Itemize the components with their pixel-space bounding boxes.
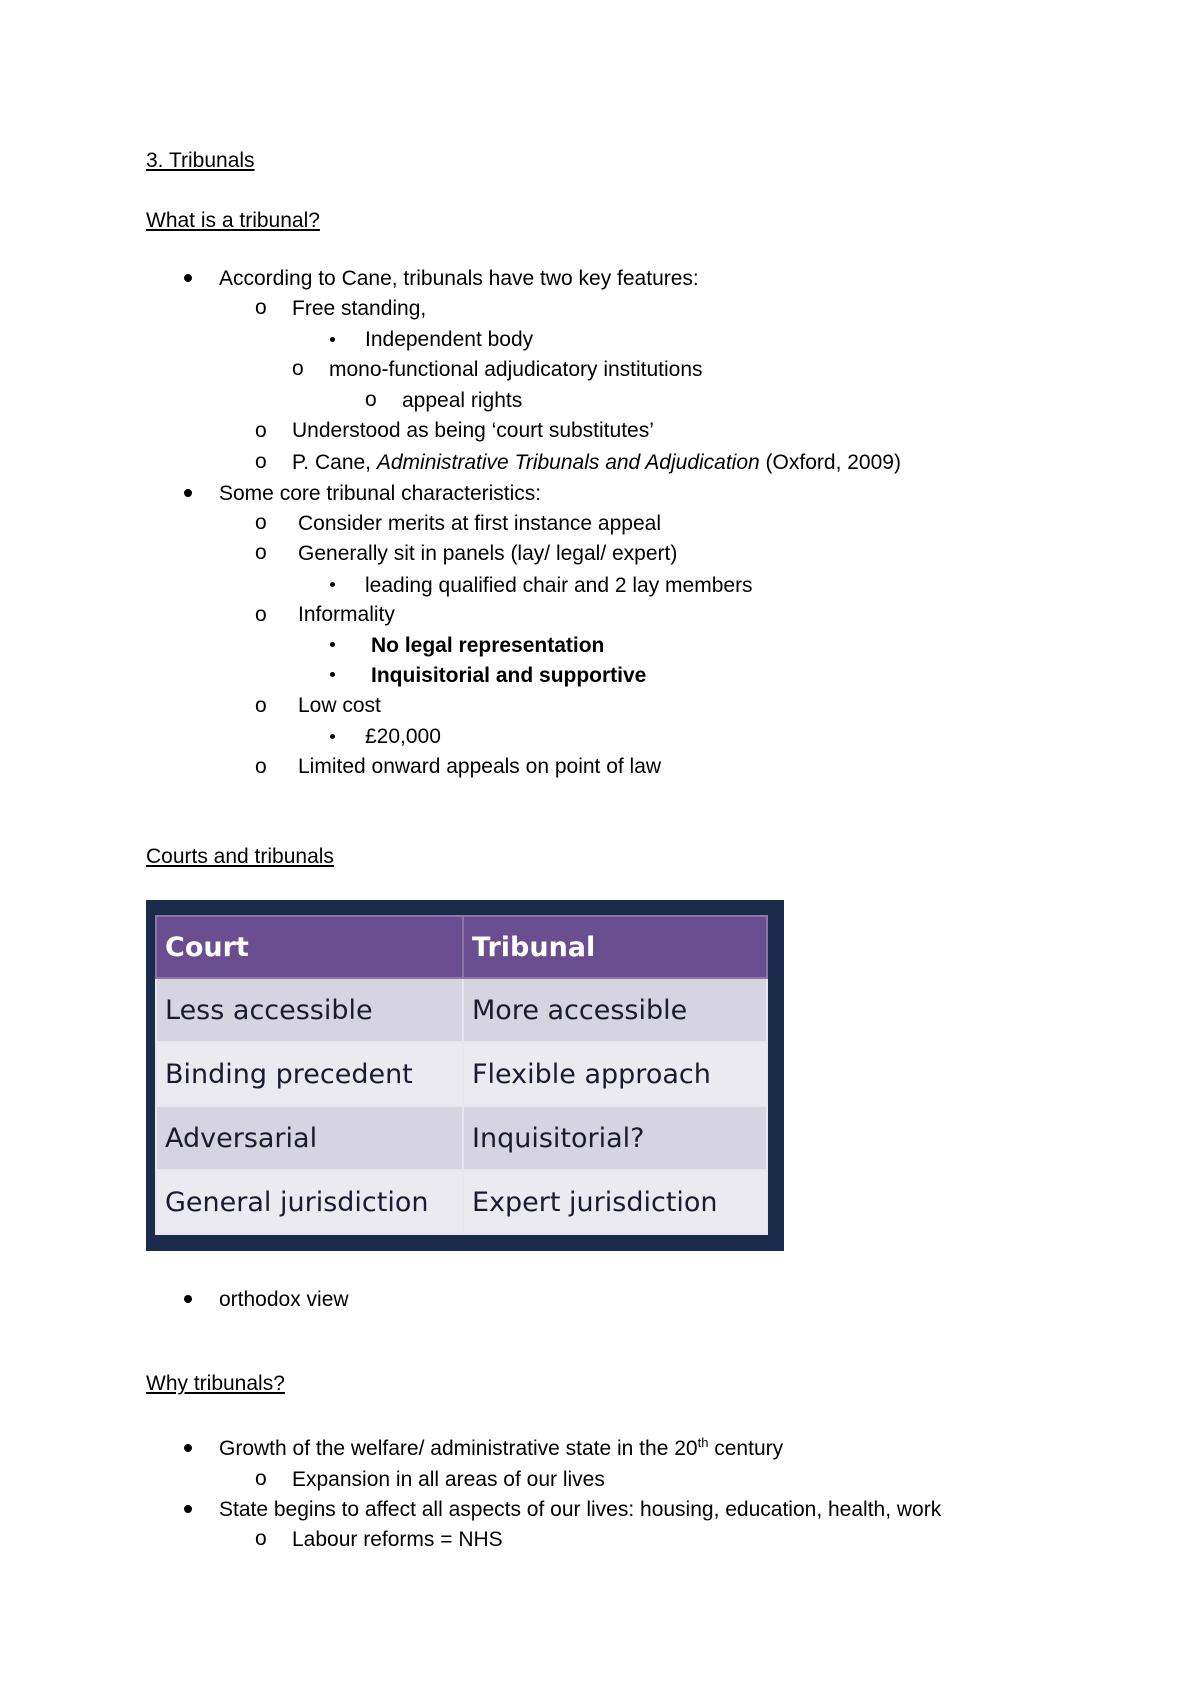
list-item: Inquisitorial and supportive xyxy=(371,664,647,687)
table-row xyxy=(156,978,767,1042)
section-title: 3. Tribunals xyxy=(146,149,255,172)
circle-bullet-icon: o xyxy=(255,419,267,442)
comparison-table-frame xyxy=(146,900,784,1251)
circle-bullet-icon: o xyxy=(255,603,267,626)
list-item: appeal rights xyxy=(402,389,523,412)
list-item: Consider merits at first instance appeal xyxy=(298,512,661,535)
bullet-icon xyxy=(184,1505,192,1513)
table-cell: General jurisdiction xyxy=(156,1170,463,1234)
why-heading: Why tribunals? xyxy=(146,1372,285,1395)
list-item-citation xyxy=(292,451,901,475)
list-item-text: Growth of the welfare/ administrative state in the 20 xyxy=(219,1437,698,1460)
table-row xyxy=(156,1106,767,1170)
circle-bullet-icon: o xyxy=(255,450,267,473)
list-item: Labour reforms = NHS xyxy=(292,1528,503,1551)
list-item-text: century xyxy=(708,1437,784,1460)
list-item: orthodox view xyxy=(219,1288,349,1311)
list-item: Informality xyxy=(298,603,395,626)
comparison-table xyxy=(155,915,768,1235)
citation-title: Administrative Tribunals and Adjudication xyxy=(376,451,760,474)
table-cell: Binding precedent xyxy=(156,1042,463,1106)
circle-bullet-icon: o xyxy=(255,694,267,717)
courts-tribunals-heading: Courts and tribunals xyxy=(146,845,334,868)
list-item: State begins to affect all aspects of our lives: housing, education, health, work xyxy=(219,1498,942,1521)
small-bullet-icon xyxy=(330,337,335,342)
small-bullet-icon xyxy=(330,672,335,677)
list-item: Expansion in all areas of our lives xyxy=(292,1468,605,1491)
table-header-cell: Tribunal xyxy=(463,916,767,978)
list-item: Understood as being ‘court substitutes’ xyxy=(292,419,654,442)
circle-bullet-icon: o xyxy=(255,541,267,564)
table-cell: Expert jurisdiction xyxy=(463,1170,767,1234)
bullet-icon xyxy=(184,1295,192,1303)
bullet-icon xyxy=(184,489,192,497)
small-bullet-icon xyxy=(330,734,335,739)
table-cell: More accessible xyxy=(463,978,767,1042)
table-header-row xyxy=(156,916,767,978)
table-row xyxy=(156,1170,767,1234)
circle-bullet-icon: o xyxy=(255,296,267,319)
list-item: Independent body xyxy=(365,328,534,351)
list-item: Limited onward appeals on point of law xyxy=(298,755,662,778)
small-bullet-icon xyxy=(330,642,335,647)
list-item: Low cost xyxy=(298,694,381,717)
list-item: £20,000 xyxy=(365,725,441,748)
list-item: According to Cane, tribunals have two key features: xyxy=(219,267,699,290)
bullet-icon xyxy=(184,1444,192,1452)
table-header-cell: Court xyxy=(156,916,463,978)
table-cell: Adversarial xyxy=(156,1106,463,1170)
circle-bullet-icon: o xyxy=(255,1467,267,1490)
circle-bullet-icon: o xyxy=(255,511,267,534)
circle-bullet-icon: o xyxy=(255,1527,267,1550)
table-row xyxy=(156,1042,767,1106)
list-item: leading qualified chair and 2 lay members xyxy=(365,574,753,597)
bullet-icon xyxy=(184,274,192,282)
list-item: Some core tribunal characteristics: xyxy=(219,482,542,505)
superscript: th xyxy=(697,1435,709,1450)
list-item: No legal representation xyxy=(371,634,605,657)
list-item xyxy=(219,1437,783,1461)
circle-bullet-icon: o xyxy=(292,357,304,380)
citation-publisher: (Oxford, 2009) xyxy=(759,451,901,474)
circle-bullet-icon: o xyxy=(365,388,377,411)
small-bullet-icon xyxy=(330,582,335,587)
what-is-heading: What is a tribunal? xyxy=(146,209,320,232)
table-cell: Flexible approach xyxy=(463,1042,767,1106)
circle-bullet-icon: o xyxy=(255,755,267,778)
list-item: mono-functional adjudicatory institutions xyxy=(329,358,703,381)
table-cell: Less accessible xyxy=(156,978,463,1042)
citation-author: P. Cane, xyxy=(292,451,377,474)
list-item: Free standing, xyxy=(292,297,427,320)
table-cell: Inquisitorial? xyxy=(463,1106,767,1170)
list-item: Generally sit in panels (lay/ legal/ expert) xyxy=(298,542,678,565)
